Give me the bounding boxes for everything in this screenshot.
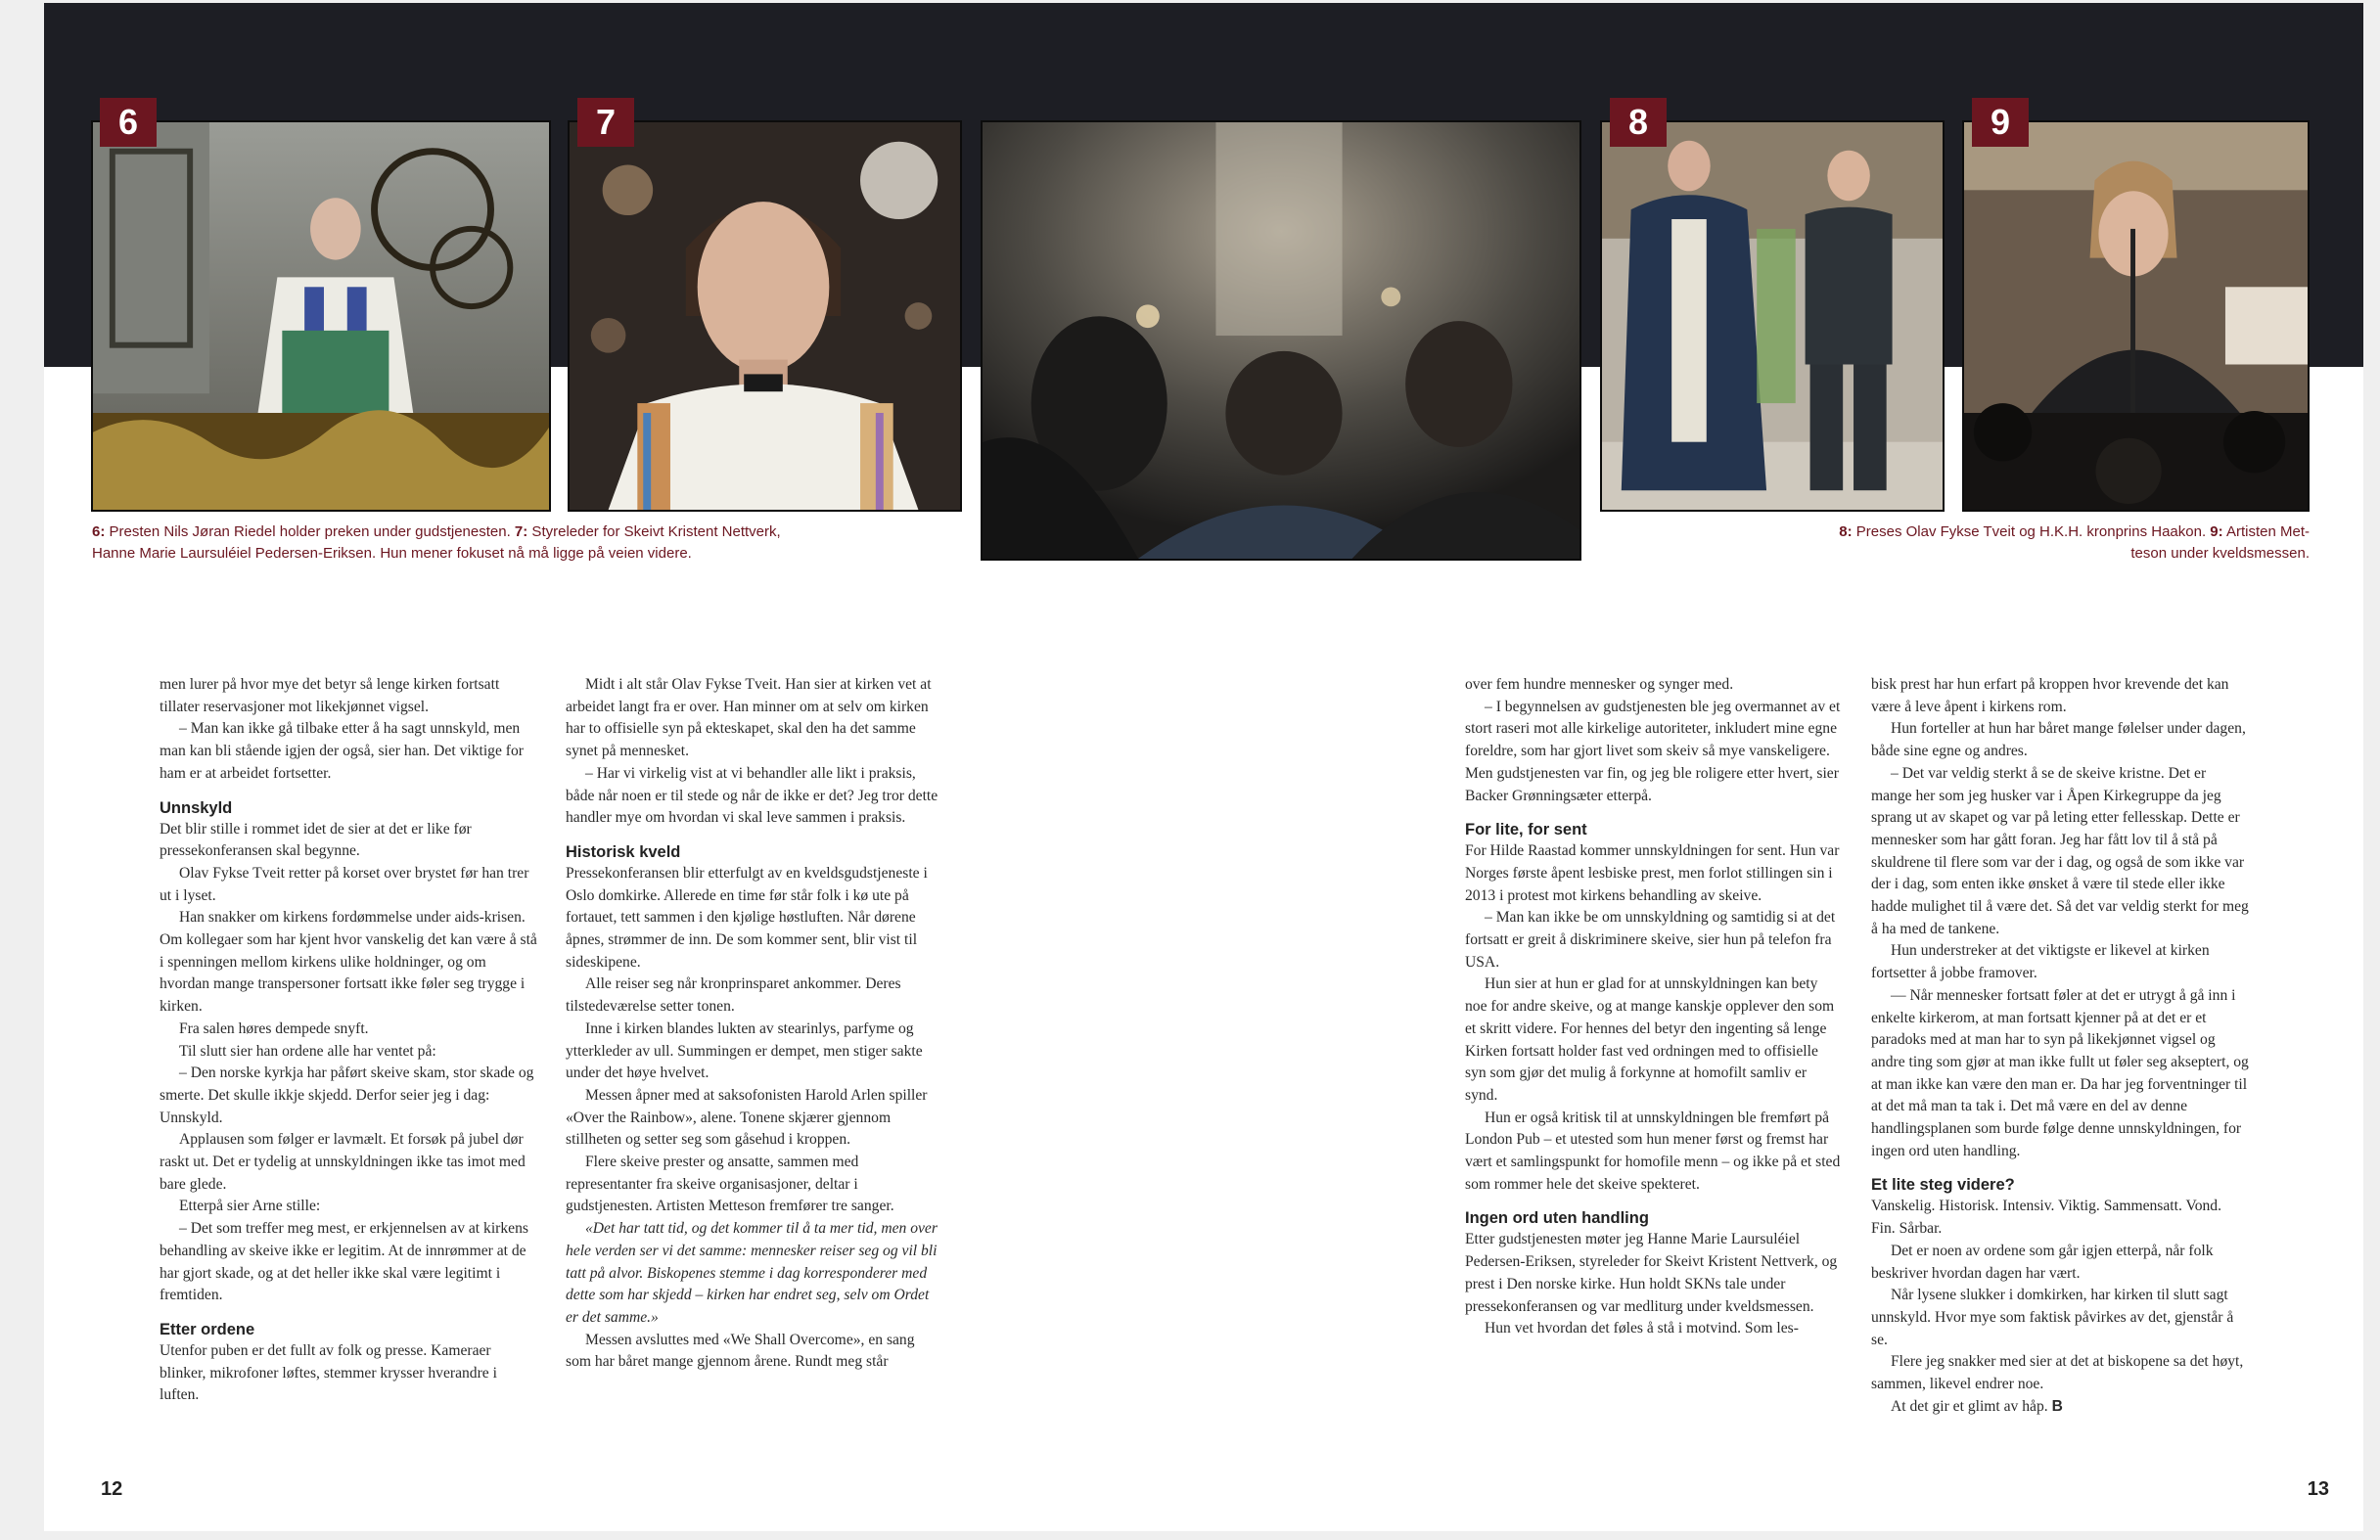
article-column-1 [160,674,537,1407]
paragraph: Hun sier at hun er glad for at unnskyldningen kan bety noe for andre skeive, og at mange kanskje opplever den som et skritt videre. For hennes del betyr den ingenting så lenge Kirken fortsatt holder fast ved ordningen med to offisielle syn som gjør det mulig å forkynne at homofilt samliv er synd. [1465,975,1835,1104]
paragraph: Applausen som følger er lavmælt. Et forsøk på jubel dør raskt ut. Det er tydelig at unnskyldningen ikke tas imot med bare glede. [160,1131,526,1193]
paragraph: bisk prest har hun erfart på kroppen hvor krevende det kan være å leve åpent i kirkens rom. [1871,676,2229,715]
paragraph: Messen avsluttes med «We Shall Overcome», en sang som har båret mange gjennom årene. Rundt meg står [566,1331,915,1371]
caption-right [1600,521,2310,565]
paragraph: Pressekonferansen blir etterfulgt av en kveldsgudstjeneste i Oslo domkirke. Allerede en time før står folk i kø ute på fortauet, tett sammen i den kjølige høstluften. Når dørene åpnes, strømmer de inn. De som kommer sent, blir vist til sideskipene. [566,864,928,971]
quote-paragraph: «Det har tatt tid, og det kommer til å ta mer tid, men over hele verden ser vi det samme: mennesker reiser seg og vil bli tatt på alvor. Biskopenes stemme i dag korresponderer med dette som har skjedd – kirken har endret seg, selv om Ordet er det samme.» [566,1220,938,1326]
caption-right-line-2: teson under kveldsmessen. [2130,545,2310,562]
paragraph: – Det var veldig sterkt å se de skeive kristne. Det er mange her som jeg husker var i Åpen Kirkegruppe da jeg sprang ut av skapet og var på leting etter fellesskap. Dette er mennesker som har gått foran. Jeg har fått lov til å stå på skuldrene til flere som var der i dag, og også de som ikke var der i dag, som enten ikke ønsket å være til stede eller ikke hadde mulighet til å være det. Så det var veldig sterkt for meg å ha med de tankene. [1871,764,2249,937]
paragraph: — Når mennesker fortsatt føler at det er utrygt å gå inn i enkelte kirkerom, at man fortsatt kjenner på at det er et paradoks med at man har to syn på likekjønnet vigsel og andre ting som gjør at man ikke fullt ut føler seg akseptert, og at man ikke kan være den man er. Da har jeg forventninger til at det må man ta tak i. Det må være en del av denne handlingsplanen som burde følge denne unnskyldningen, for ingen ord uten handling. [1871,986,2249,1159]
paragraph: Fra salen høres dempede snyft. [179,1019,369,1037]
paragraph: Han snakker om kirkens fordømmelse under aids-krisen. Om kollegaer som har kjent hvor vanskelig det kan være å stå i spenningen mellom kirkens ulike holdninger, og om hvordan mange transpersoner fortsatt ikke føler seg trygge i kirken. [160,909,537,1016]
caption-left-line-1: 6: Presten Nils Jøran Riedel holder preken under gudstjenesten. 7: Styreleder for Skeivt Kristent Nettverk, [92,523,781,540]
paragraph: For Hilde Raastad kommer unnskyldningen for sent. Hun var Norges første åpent lesbiske prest, men forlot stillingen sin i 2013 i protest mot kirkens behandling av skeive. [1465,842,1840,904]
subheading-etter-ordene: Etter ordene [160,1320,255,1338]
magazine-spread [44,3,2363,1531]
paragraph: Det blir stille i rommet idet de sier at det er like før pressekonferansen skal begynne. [160,820,472,860]
photo-6-pulpit [91,120,551,512]
paragraph: Flere skeive prester og ansatte, sammen med representanter fra skeive organisasjoner, deltar i gudstjenesten. Artisten Metteson fremfører tre sanger. [566,1154,894,1215]
paragraph: – Man kan ikke gå tilbake etter å ha sagt unnskyld, men man kan bli stående igjen der også, sier han. Det viktige for ham er at arbeidet fortsetter. [160,720,524,782]
paragraph: Hun understreker at det viktigste er likevel at kirken fortsetter å jobbe framover. [1871,942,2210,982]
paragraph: Flere jeg snakker med sier at det at biskopene sa det høyt, sammen, likevel endrer noe. [1871,1353,2244,1393]
subheading-unnskyld: Unnskyld [160,798,233,817]
caption-left-line-2: Hanne Marie Laursuléiel Pedersen-Eriksen. Hun mener fokuset nå må ligge på veien videre. [92,545,692,562]
subheading-for-lite-for-sent: For lite, for sent [1465,821,1587,839]
photo-number-6: 6 [100,98,157,147]
paragraph: At det gir et glimt av håp. B [1891,1397,2063,1415]
page-number-left: 12 [101,1478,123,1500]
paragraph: Inne i kirken blandes lukten av stearinlys, parfyme og ytterkleder av ull. Summingen er dempet, men stiger sakte under det høye hvelvet. [566,1019,923,1082]
article-column-4 [1871,674,2249,1419]
paragraph: Alle reiser seg når kronprinsparet ankommer. Deres tilstedeværelse setter tonen. [566,975,901,1016]
photo-7-portrait [568,120,962,512]
paragraph: over fem hundre mennesker og synger med. [1465,676,1734,693]
paragraph: – Har vi virkelig vist at vi behandler alle likt i praksis, både når noen er til stede og når de ikke er det? Jeg tror dette handler mye om hvordan vi skal leve sammen i praksis. [566,764,938,827]
paragraph: Hun vet hvordan det føles å stå i motvind. Som les- [1485,1320,1799,1337]
end-mark: B [2051,1397,2063,1415]
paragraph: Til slutt sier han ordene alle har ventet på: [179,1042,436,1060]
paragraph: Etter gudstjenesten møter jeg Hanne Marie Laursuléiel Pedersen-Eriksen, styreleder for Skeivt Kristent Nettverk, og prest i Den norske kirke. Hun holdt SKNs tale under pressekonferansen og var medliturg under kveldsmessen. [1465,1231,1838,1315]
photo-congregation-crowd [981,120,1581,561]
paragraph: Etterpå sier Arne stille: [179,1198,321,1215]
paragraph: Når lysene slukker i domkirken, har kirken til slutt sagt unnskyld. Hvor mye som faktisk påvirkes av det, gjenstår å se. [1871,1287,2234,1348]
paragraph: Utenfor puben er det fullt av folk og presse. Kameraer blinker, mikrofoner løftes, stemmer krysser hverandre i luften. [160,1341,497,1404]
subheading-et-lite-steg-videre: Et lite steg videre? [1871,1176,2015,1195]
article-column-3 [1465,674,1843,1340]
article-column-2 [566,674,943,1374]
page-number-right: 13 [2307,1478,2329,1500]
paragraph: men lurer på hvor mye det betyr så lenge kirken fortsatt tillater reservasjoner mot likekjønnet vigsel. [160,676,500,715]
caption-right-line-1: 8: Preses Olav Fykse Tveit og H.K.H. kronprins Haakon. 9: Artisten Met- [1839,523,2310,540]
photo-8-procession [1600,120,1945,512]
paragraph: – Det som treffer meg mest, er erkjennelsen av at kirkens behandling av skeive ikke er legitim. At de innrømmer at de har gjort skade, og at det heller ikke skal være legitimt i fremtiden. [160,1220,528,1304]
paragraph: Hun forteller at hun har båret mange følelser under dagen, både sine egne og andres. [1871,720,2246,760]
caption-left [92,521,963,565]
subheading-historisk-kveld: Historisk kveld [566,842,681,861]
paragraph: Olav Fykse Tveit retter på korset over brystet før han trer ut i lyset. [160,864,529,904]
paragraph: Hun er også kritisk til at unnskyldningen ble fremført på London Pub – et utested som hun mener først og fremst har vært et samlingspunkt for homofile menn – og ikke på et sted som rommer hele det skeive spekteret. [1465,1109,1841,1193]
photo-number-8: 8 [1610,98,1667,147]
paragraph: – Den norske kyrkja har påført skeive skam, stor skade og smerte. Det skulle ikkje skjedd. Derfor seier jeg i dag: Unnskyld. [160,1064,534,1126]
paragraph: – I begynnelsen av gudstjenesten ble jeg overmannet av et stort raseri mot alle kirkelige autoriteter, inkludert mine egne foreldre, som har gjort livet som skeiv så mye vanskeligere. Men gudstjenesten var fin, og jeg ble roligere etter hvert, sier Backer Grønningsæter etterpå. [1465,698,1841,804]
paragraph: – Man kan ikke be om unnskyldning og samtidig si at det fortsatt er greit å diskriminere skeive, sier hun på telefon fra USA. [1465,909,1836,971]
photo-number-7: 7 [577,98,634,147]
photo-9-singer [1962,120,2310,512]
paragraph: Midt i alt står Olav Fykse Tveit. Han sier at kirken vet at arbeidet langt fra er over. Han minner om at selv om kirken har to offisielle syn på ekteskapet, skal den ha det samme synet på mennesket. [566,676,932,760]
subheading-ingen-ord-uten-handling: Ingen ord uten handling [1465,1209,1649,1228]
photo-number-9: 9 [1972,98,2029,147]
paragraph: Vanskelig. Historisk. Intensiv. Viktig. Sammensatt. Vond. Fin. Sårbar. [1871,1198,2222,1238]
paragraph: Messen åpner med at saksofonisten Harold Arlen spiller «Over the Rainbow», alene. Tonene skjærer gjennom stillheten og setter seg som gåsehud i kroppen. [566,1086,928,1149]
paragraph: Det er noen av ordene som går igjen etterpå, når folk beskriver hvordan dagen har vært. [1871,1242,2214,1282]
